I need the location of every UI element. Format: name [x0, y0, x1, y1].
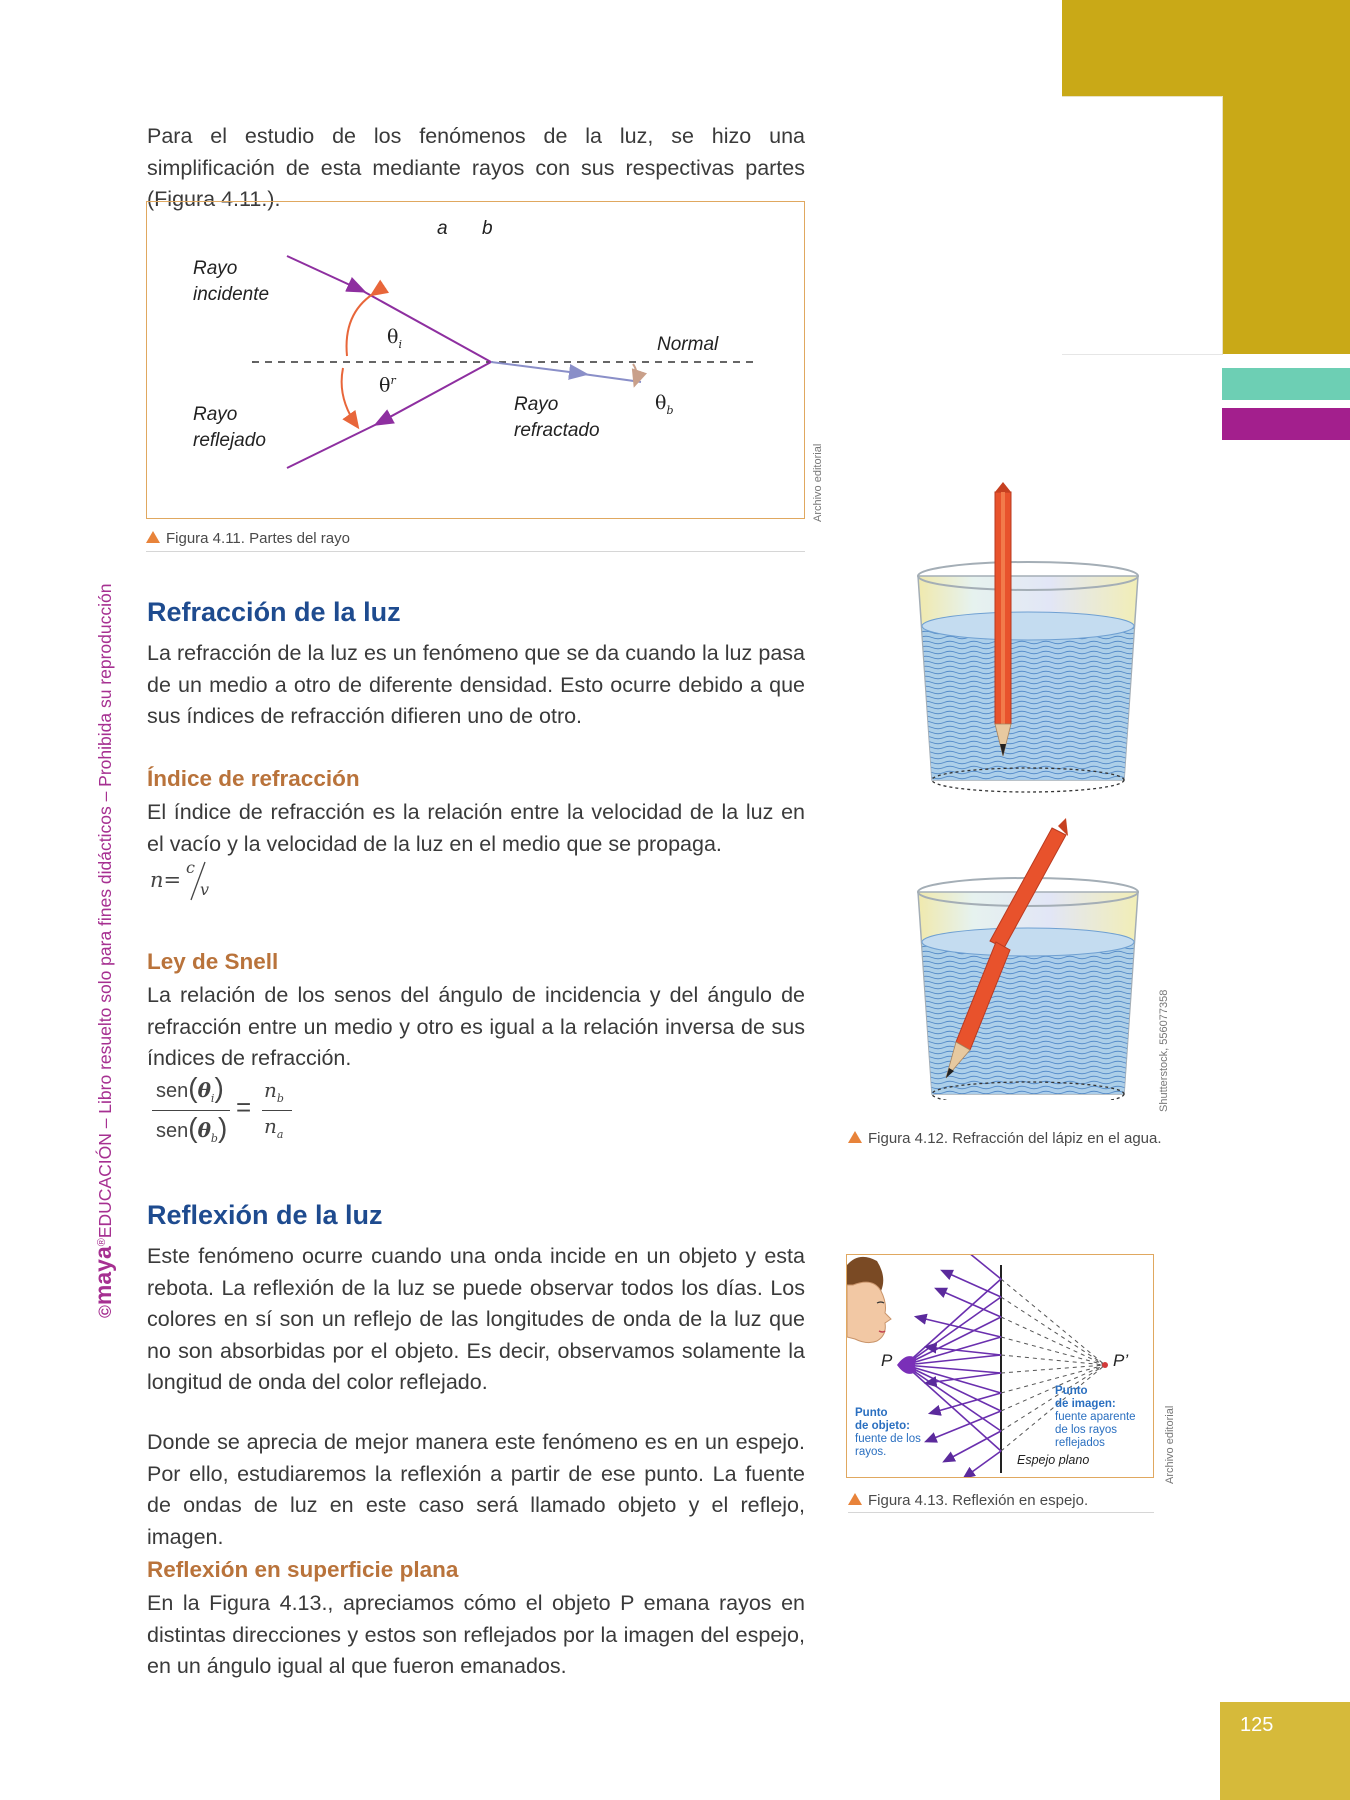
snell-numerator-right [264, 1078, 284, 1105]
label-rayo-refractado-line2: refractado [514, 420, 600, 441]
n-top: n [264, 1078, 277, 1102]
snell-numerator-left [156, 1072, 224, 1105]
objeto-desc-1: fuente de los [855, 1433, 921, 1445]
theta-bottom-sub: b [210, 1132, 218, 1145]
paren-open-top: ( [188, 1072, 198, 1103]
imagen-desc-2: de los rayos [1055, 1424, 1118, 1436]
label-rayo-reflejado-line1: Rayo [193, 404, 238, 425]
incident-ray [287, 256, 363, 291]
theta-b-sub: b [666, 403, 674, 417]
heading-indice: Índice de refracción [147, 766, 360, 791]
label-rayo-reflejado-line2: reflejado [193, 430, 266, 451]
object-p-marker [897, 1356, 917, 1374]
sen-label-bottom: sen [156, 1120, 189, 1142]
n-bottom: n [264, 1114, 277, 1138]
reflexion-paragraph-1: Este fenómeno ocurre cuando una onda incide en un objeto y esta rebota. La reflexión de la luz se puede observar todos los días. Los colores en sí son un reflejo de las longitudes de onda de la luz que no son absorbidas por el objeto. Es decir, observamos solamente la longitud de onda del color reflejado. [147, 1244, 805, 1394]
gold-band-right [1222, 96, 1350, 354]
theta-bottom: θ [197, 1118, 211, 1142]
angle-arc-incidence [347, 294, 373, 356]
paren-close-bottom: ) [217, 1112, 228, 1143]
snell-denominator-left [156, 1112, 227, 1145]
label-rayo-refractado-line1: Rayo [514, 394, 559, 415]
refraccion-paragraph: La refracción de la luz es un fenómeno que se da cuando la luz pasa de un medio a otro de diferente densidad. Esto ocurre debido a que sus índices de refracción difieren uno de otro. [147, 641, 805, 728]
formula-n-equals: n= [150, 868, 182, 892]
heading-refraccion: Refracción de la luz [147, 597, 401, 627]
label-espejo-plano: Espejo plano [1017, 1453, 1090, 1467]
caption-triangle-icon [848, 1131, 862, 1143]
objeto-title-1: Punto [855, 1407, 888, 1419]
reflected-ray-end [287, 423, 379, 468]
caption-triangle-icon [848, 1493, 862, 1505]
n-bottom-sub: a [276, 1128, 284, 1141]
theta-r-symbol: θ [379, 374, 391, 397]
imagen-title-1: Punto [1055, 1385, 1088, 1397]
side-notice: EDUCACIÓN – Libro resuelto solo para fines didácticos – Prohibida su reproducción [95, 583, 115, 1239]
n-top-sub: b [276, 1092, 284, 1105]
label-theta-r [379, 374, 396, 396]
imagen-title-2: de imagen: [1055, 1398, 1116, 1410]
label-theta-b [655, 392, 674, 417]
heading-snell: Ley de Snell [147, 949, 279, 974]
indice-paragraph: El índice de refracción es la relación entre la velocidad de la luz en el vacío y la velocidad de la luz en el medio que se propaga. [147, 800, 805, 856]
paren-close-top: ) [214, 1072, 224, 1103]
reflexion-paragraph-2: Donde se aprecia de mejor manera este fenómeno es en un espejo. Por ello, estudiaremos la reflexión a partir de ese punto. La fuente de ondas de luz en este caso será llamado objeto y el reflejo, imagen. [147, 1430, 805, 1549]
figure-4-11-caption [146, 530, 805, 552]
figure-4-13 [846, 1254, 1154, 1478]
objeto-title-2: de objeto: [855, 1420, 910, 1432]
gold-band-notch [1062, 96, 1223, 355]
registered-mark: ® [96, 1238, 108, 1247]
caption-triangle-icon [146, 531, 160, 543]
figure-4-12-caption-text: Figura 4.12. Refracción del lápiz en el agua. [868, 1130, 1162, 1147]
pencil-straight [995, 482, 1011, 756]
plana-paragraph: En la Figura 4.13., apreciamos cómo el objeto P emana rayos en distintas direcciones y estos son reflejados por la imagen del espejo, en un ángulo igual al que fueron emanados. [147, 1591, 805, 1678]
label-b: b [482, 218, 493, 239]
formula-v: v [200, 880, 210, 899]
theta-i-symbol: θ [387, 326, 399, 348]
paren-open-bottom: ( [188, 1112, 198, 1143]
image-p-prime-dot [1102, 1362, 1108, 1368]
label-rayo-refractado [514, 392, 600, 444]
page-number: 125 [1240, 1714, 1274, 1736]
intro-paragraph: Para el estudio de los fenómenos de la luz, se hizo una simplificación de esta mediante rayos con sus respectivas partes (Figura 4.11.). [147, 124, 805, 211]
gold-band-top [1062, 0, 1350, 96]
figure-4-13-caption-text: Figura 4.13. Reflexión en espejo. [868, 1492, 1089, 1509]
figure-4-12-credit: Shutterstock, 556077358 [1158, 989, 1170, 1112]
reflected-rays [917, 1255, 1001, 1477]
band-divider-line [1062, 354, 1222, 355]
magenta-tab [1222, 408, 1350, 440]
angle-arc-reflection [342, 368, 357, 426]
copyright-symbol: © [95, 1305, 115, 1318]
objeto-desc-2: rayos. [855, 1446, 887, 1458]
label-punto-imagen [1055, 1385, 1136, 1450]
snell-equals: = [236, 1092, 252, 1122]
theta-top-sub: i [210, 1092, 215, 1105]
refracted-ray [491, 362, 585, 374]
sen-label-top: sen [156, 1080, 189, 1102]
theta-b-symbol: θ [655, 392, 667, 414]
formula-snell [150, 1070, 300, 1150]
side-copyright-text [90, 478, 117, 1318]
face-illustration [847, 1257, 891, 1343]
label-punto-objeto [855, 1407, 921, 1459]
ray-diagram [147, 202, 806, 520]
theta-i-sub: i [398, 337, 402, 351]
figure-4-12-caption [848, 1130, 1162, 1147]
refracted-ray-end [583, 374, 641, 382]
formula-index [150, 858, 230, 904]
label-rayo-incidente-line1: Rayo [193, 258, 238, 279]
figure-4-13-credit: Archivo editorial [1164, 1405, 1176, 1484]
incident-ray-end [361, 290, 491, 362]
heading-reflexion: Reflexión de la luz [147, 1200, 383, 1230]
label-theta-i [387, 326, 402, 351]
figure-4-13-caption [848, 1492, 1154, 1513]
label-a: a [437, 218, 448, 239]
imagen-desc-1: fuente aparente [1055, 1411, 1136, 1423]
label-rayo-reflejado [193, 402, 266, 454]
snell-fraction-bar-right [262, 1110, 292, 1111]
theta-top: θ [197, 1078, 211, 1102]
figure-4-11 [146, 201, 805, 519]
label-p-prime: P’ [1113, 1351, 1129, 1370]
teal-tab [1222, 368, 1350, 400]
heading-plana: Reflexión en superficie plana [147, 1557, 459, 1582]
label-p: P [881, 1351, 893, 1370]
glass-top [918, 562, 1138, 792]
formula-c: c [186, 858, 195, 877]
snell-denominator-right [264, 1114, 283, 1141]
figure-4-11-credit: Archivo editorial [812, 443, 824, 522]
figure-4-11-caption-text: Figura 4.11. Partes del rayo [166, 530, 350, 547]
label-normal: Normal [657, 334, 719, 355]
label-rayo-incidente [193, 256, 269, 308]
brand-logo: maya [90, 1246, 116, 1306]
imagen-desc-3: reflejados [1055, 1437, 1105, 1449]
page-number-tab [1220, 1702, 1350, 1800]
figure-4-12-illustration [896, 480, 1156, 1100]
snell-paragraph: La relación de los senos del ángulo de incidencia y del ángulo de refracción entre un medio y otro es igual a la relación inversa de sus índices de refracción. [147, 983, 805, 1070]
theta-r-sub: r [390, 374, 396, 387]
label-rayo-incidente-line2: incidente [193, 284, 270, 305]
